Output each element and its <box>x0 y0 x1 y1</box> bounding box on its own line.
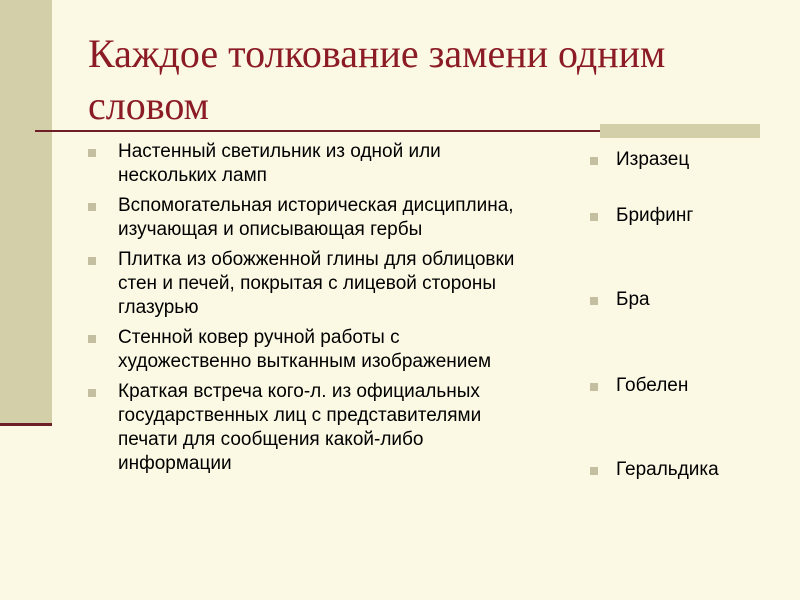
definition-item <box>88 380 533 476</box>
definition-item <box>88 140 533 188</box>
square-bullet-icon <box>590 213 598 221</box>
definitions-list <box>88 140 533 482</box>
answer-text: Бра <box>616 289 650 310</box>
square-bullet-icon <box>590 383 598 391</box>
square-bullet-icon <box>88 149 96 157</box>
answer-text: Брифинг <box>616 205 694 226</box>
square-bullet-icon <box>590 467 598 475</box>
definition-text: Настенный светильник из одной или нескольких ламп <box>118 141 441 186</box>
divider-accent-block <box>600 124 760 138</box>
square-bullet-icon <box>88 257 96 265</box>
definition-item <box>88 194 533 242</box>
definition-text: Плитка из обожженной глины для облицовки стен и печей, покрытая с лицевой стороны глазурью <box>118 249 515 318</box>
left-accent-rule <box>0 423 52 426</box>
answer-item <box>590 148 790 172</box>
square-bullet-icon <box>590 157 598 165</box>
square-bullet-icon <box>590 297 598 305</box>
answer-item <box>590 288 790 312</box>
answer-text: Изразец <box>616 149 690 170</box>
square-bullet-icon <box>88 389 96 397</box>
definition-text: Вспомогательная историческая дисциплина, изучающая и описывающая гербы <box>118 195 514 240</box>
definition-item <box>88 326 533 374</box>
definition-item <box>88 248 533 320</box>
answer-text: Геральдика <box>616 459 719 480</box>
left-accent-band <box>0 0 52 425</box>
answer-item <box>590 374 790 398</box>
answer-item <box>590 204 790 228</box>
answer-text: Гобелен <box>616 375 689 396</box>
slide-title: Каждое толкование замени одним словом <box>88 31 666 128</box>
definition-text: Краткая встреча кого-л. из официальных государственных лиц с представителями печати для сообщения какой-либо информации <box>118 381 482 474</box>
answer-item <box>590 458 790 482</box>
square-bullet-icon <box>88 203 96 211</box>
definition-text: Стенной ковер ручной работы с художественно вытканным изображением <box>118 327 492 372</box>
square-bullet-icon <box>88 335 96 343</box>
